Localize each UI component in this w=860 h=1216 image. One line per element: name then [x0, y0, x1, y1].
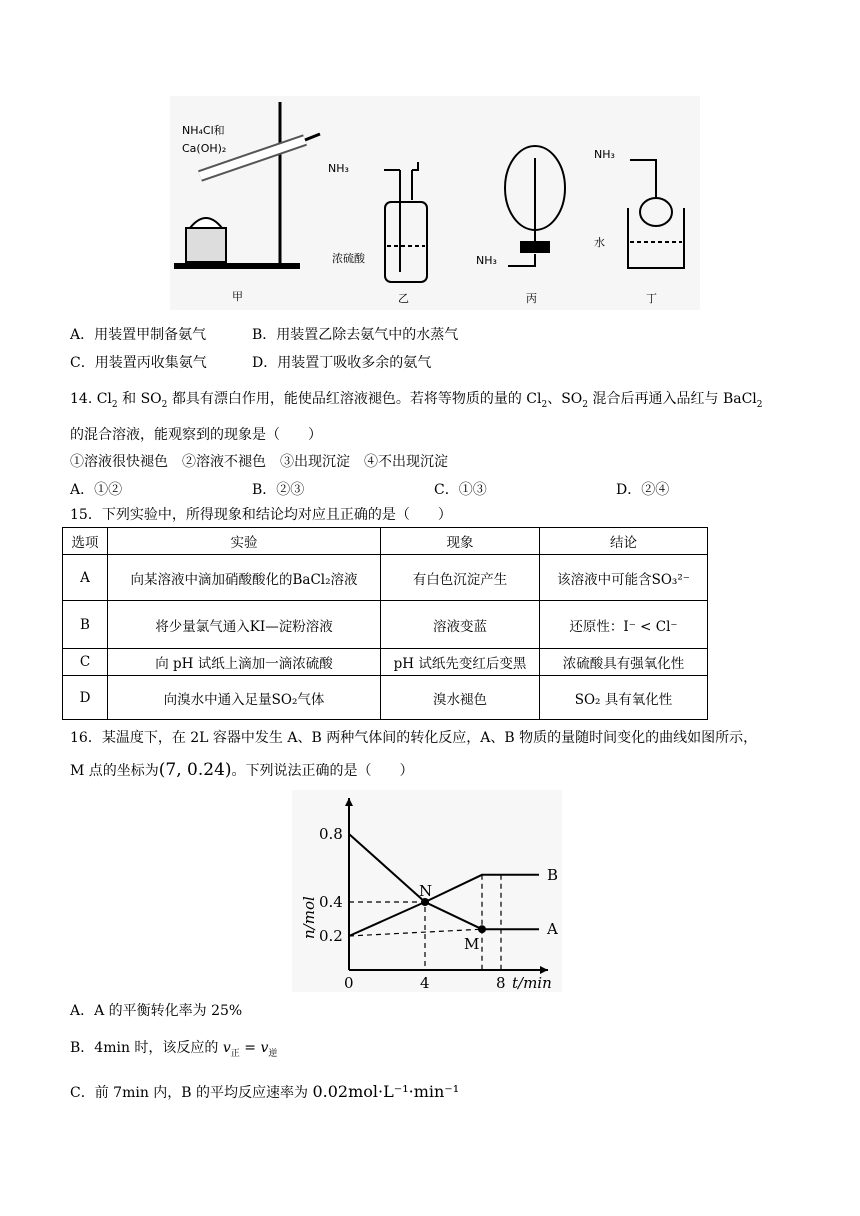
row-conclusion: 该溶液中可能含SO₃²⁻ [540, 555, 708, 601]
q14-stem-line2: 的混合溶液，能观察到的现象是（ ） [70, 427, 322, 443]
nh3-label-yi: NH₃ [328, 162, 349, 175]
x-tick-label: 0 [344, 974, 354, 992]
row-phenomenon: 溶液变蓝 [381, 601, 540, 649]
header-experiment: 实验 [108, 528, 381, 555]
label-bing: 丙 [526, 292, 537, 305]
q16-stem-line1: 16．某温度下，在 2L 容器中发生 A、B 两种气体间的转化反应，A、B 物质的量随时间变化的曲线如图所示， [70, 730, 758, 746]
q13-option-a: A．用装置甲制备氨气 [70, 327, 207, 343]
reagent-label-2: Ca(OH)₂ [182, 142, 227, 155]
q14-option-a: A．①② [70, 482, 123, 498]
q16-option-a: A．A 的平衡转化率为 25% [70, 1003, 243, 1019]
row-experiment: 向溴水中通入足量SO₂气体 [108, 676, 381, 720]
point-label-N: N [419, 882, 433, 900]
label-ding: 丁 [646, 292, 657, 305]
y-tick-label: 0.2 [319, 927, 343, 945]
row-phenomenon: 溴水褪色 [381, 676, 540, 720]
water-label: 水 [594, 236, 605, 249]
nh3-label-bing: NH₃ [476, 254, 497, 267]
series-label-A: A [547, 920, 558, 939]
reagent-label-1: NH₄Cl和 [182, 124, 225, 137]
header-conclusion: 结论 [540, 528, 708, 555]
table-header-row [63, 528, 708, 555]
label-jia: 甲 [232, 290, 243, 303]
q14-option-b: B．②③ [252, 482, 305, 498]
row-conclusion: SO₂ 具有氧化性 [540, 676, 708, 720]
header-phenomenon: 现象 [381, 528, 540, 555]
q16-option-c: C．前 7min 内，B 的平均反应速率为 0.02mol·L⁻¹·min⁻¹ [70, 1082, 460, 1101]
row-phenomenon: 有白色沉淀产生 [381, 555, 540, 601]
row-option: D [63, 676, 108, 720]
table-row [63, 676, 708, 720]
row-experiment: 向某溶液中滴加硝酸酸化的BaCl₂溶液 [108, 555, 381, 601]
apparatus-figure [170, 96, 700, 310]
series-label-B: B [547, 865, 559, 884]
row-experiment: 向 pH 试纸上滴加一滴浓硫酸 [108, 649, 381, 676]
row-conclusion: 浓硫酸具有强氧化性 [540, 649, 708, 676]
row-conclusion: 还原性：I⁻ < Cl⁻ [540, 601, 708, 649]
header-option: 选项 [63, 528, 108, 555]
q16-option-b: B．4min 时，该反应的 $v_正 = v_逆$ [70, 1040, 278, 1059]
table-row [63, 601, 708, 649]
y-axis-label: n/mol [300, 896, 318, 939]
q14-option-d: D．②④ [616, 482, 670, 498]
q16-stem-line2: M 点的坐标为(7, 0.24)。下列说法正确的是（ ） [70, 760, 414, 780]
q14-option-c: C．①③ [434, 482, 487, 498]
row-option: C [63, 649, 108, 676]
x-tick-label: 8 [496, 974, 506, 992]
q14-stem-line1: 14. $Cl_2$ 和 $SO_2$ 都具有漂白作用，能使品红溶液褪色。若将等物质的量的 $Cl_2$、$SO_2$ 混合后再通入品红与 BaCl$_2$ [70, 391, 763, 410]
table-row [63, 555, 708, 601]
y-tick-label: 0.8 [319, 825, 343, 843]
x-axis-label: t/min [512, 974, 552, 992]
row-phenomenon: pH 试纸先变红后变黑 [381, 649, 540, 676]
q14-statements: ①溶液很快褪色 ②溶液不褪色 ③出现沉淀 ④不出现沉淀 [70, 454, 448, 470]
y-tick-label: 0.4 [319, 893, 343, 911]
row-experiment: 将少量氯气通入KI—淀粉溶液 [108, 601, 381, 649]
row-option: A [63, 555, 108, 601]
point-M [478, 925, 486, 933]
label-yi: 乙 [398, 292, 409, 305]
x-tick-label: 4 [420, 974, 430, 992]
q13-option-b: B．用装置乙除去氨气中的水蒸气 [252, 327, 459, 343]
table-row [63, 649, 708, 676]
experiment-table [62, 527, 708, 720]
nh3-label-ding: NH₃ [594, 148, 615, 161]
q13-option-d: D．用装置丁吸收多余的氨气 [252, 355, 432, 371]
n-t-chart [292, 790, 562, 992]
conc-acid-label: 浓硫酸 [332, 252, 365, 265]
row-option: B [63, 601, 108, 649]
q15-stem: 15．下列实验中，所得现象和结论均对应且正确的是（ ） [70, 507, 452, 523]
point-label-M: M [464, 935, 480, 954]
q13-option-c: C．用装置丙收集氨气 [70, 355, 207, 371]
